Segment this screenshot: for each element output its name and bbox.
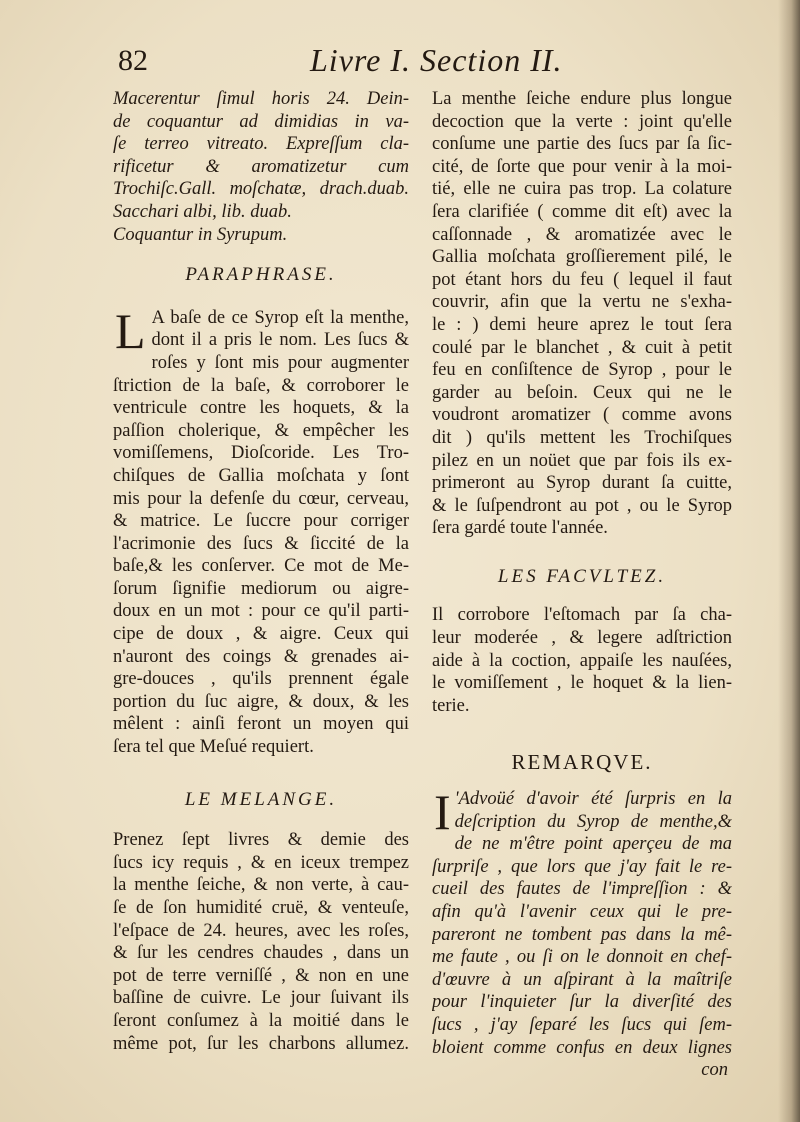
melange-paragraph [113, 829, 409, 1055]
recipe-line: rificetur & aromatizetur cum [113, 156, 409, 177]
text-line: portion du ſuc aigre, & doux, & les [113, 691, 409, 712]
facultez-paragraph [432, 604, 732, 717]
text-line: ſurpriſe , que lors que j'ay fait le re- [432, 856, 732, 877]
text-line: cité, de ſorte que pour venir à la moi- [432, 156, 732, 177]
text-line: pour l'inquieter ſur la diverſité des [432, 992, 732, 1013]
text-line: mêlent : ainſi feront un moyen qui [113, 714, 409, 735]
paraphrase-paragraph [113, 302, 409, 759]
text-line: Prenez ſept livres & demie des [113, 830, 409, 851]
text-line: paſſion cholerique, & empêcher les [113, 420, 409, 441]
page-gutter-shadow [778, 0, 800, 1122]
text-line: ſorum ſignifie mediorum ou aigre- [113, 578, 409, 599]
text-line: pot de terre verniſſé , & non en une [113, 965, 409, 986]
text-line: & le ſuſpendront au pot , ou le Syrop [432, 495, 732, 516]
heading-melange: LE MELANGE. [184, 788, 338, 810]
text-line: mis pour la defenſe du cœur, cerveau, [113, 488, 409, 509]
text-line: afin qu'à l'avenir ceux qui le pre- [432, 902, 732, 922]
page-header [112, 40, 762, 82]
text-line: roſes y ſont mis pour augmenter [151, 352, 409, 373]
heading-facultez: LES FACVLTEZ. [497, 565, 667, 587]
text-line: ſera tel que Meſué requiert. [113, 737, 314, 758]
text-line: ſtriction de la baſe, & corroborer le [113, 375, 409, 396]
text-line: le : ) demi heure aprez le tout ſera [432, 314, 732, 335]
text-line: doux en un mot : pour ce qu'il parti- [113, 601, 409, 622]
text-line: deſcription du Syrop de menthe,& [454, 811, 732, 832]
text-line: caſſonnade , & aromatizée avec le [432, 224, 732, 245]
text-line: leur moderée , & legere adſtriction [432, 628, 732, 649]
text-line: dit ) qu'ils mettent les Trochiſques [432, 427, 732, 448]
heading-paraphrase: PARAPHRASE. [185, 264, 337, 286]
text-line: A baſe de ce Syrop eſt la menthe, [151, 307, 409, 328]
text-line: aide à la coction, appaiſe les nauſées, [432, 650, 732, 671]
text-line: ſeront conſumez à la moitié dans le [113, 1010, 409, 1031]
text-line: la menthe ſeiche, & non verte, à cau- [113, 875, 409, 896]
text-line: cueil des fautes de l'impreſſion : & [432, 879, 732, 900]
recipe-line: Coquantur in Syrupum. [113, 224, 288, 245]
text-line: voudront aromatizer ( comme avons [432, 405, 732, 426]
text-line: me faute , ou ſi on le donnoit en chef- [432, 947, 732, 968]
text-line: ſera gardé toute l'année. [432, 518, 608, 539]
catchword: con [701, 1060, 728, 1081]
recipe-line: Trochiſc.Gall. moſchatæ, drach.duab. [113, 179, 409, 200]
heading-remarque: REMARQVE. [511, 750, 653, 775]
text-line: pilez en un noüet que par fois ils ex- [432, 450, 732, 471]
text-line: 'Advoüé d'avoir été ſurpris en la [454, 789, 732, 810]
drop-cap: I [434, 784, 451, 841]
text-line: le vomiſſement , le hoquet & la lien- [432, 673, 732, 694]
text-line: gre-douces , qu'ils prennent égale [113, 669, 409, 690]
remarque-paragraph [432, 784, 732, 1059]
text-line: l'eſpace de 24. heures, avec les roſes, [113, 920, 409, 941]
text-line: vomiſſemens, Dioſcoride. Les Tro- [113, 443, 409, 464]
recipe-line: ſe terreo vitreato. Expreſſum cla- [113, 134, 409, 155]
text-line: & matrice. Le ſuccre pour corriger [113, 511, 409, 532]
text-line: coulé par le blanchet , & cuit à petit [432, 337, 732, 358]
page-number: 82 [118, 44, 148, 77]
recipe-line: Sacchari albi, lib. duab. [113, 201, 292, 222]
text-line: feu en conſiſtence de Syrop , pour le [432, 360, 732, 381]
recipe-block [113, 88, 409, 246]
text-line: & ſur les cendres chaudes , dans un [113, 943, 409, 964]
continuation-paragraph [432, 88, 732, 540]
text-line: dont il a pris le nom. Les ſucs & [151, 330, 409, 351]
text-line: La menthe ſeiche endure plus longue [432, 89, 732, 109]
text-line: ſucs icy requis , & en iceux trempez [113, 852, 409, 873]
recipe-line: de coquantur ad dimidias in va- [113, 111, 409, 132]
text-line: cipe de doux , & aigre. Ceux qui [113, 624, 409, 645]
running-title: Livre I. Section II. [310, 42, 563, 78]
text-line: baſe,& les conſerver. Ce mot de Me- [113, 556, 409, 577]
text-line: même pot, ſur les charbons allumez. [113, 1033, 409, 1054]
drop-cap: L [115, 302, 146, 359]
text-line: couvrir, afin que la vertu ne s'exha- [432, 292, 732, 313]
text-line: baſſine de cuivre. Le jour ſuivant ils [113, 988, 409, 1009]
text-line: l'acrimonie des ſucs & ſiccité de la [113, 533, 409, 554]
text-line: ſe de ſon humidité cruë, & venteuſe, [113, 898, 409, 918]
text-line: de ne m'être point aperçeu de ma [454, 834, 732, 855]
text-line: conſume une partie des ſucs par ſa ſic- [432, 134, 732, 155]
text-line: Gallia moſchata groſſierement pilé, le [432, 247, 732, 268]
text-line: bloient comme confus en deux lignes [432, 1037, 732, 1058]
text-line: terie. [432, 695, 470, 716]
text-line: decoction que la verte : joint qu'elle [432, 111, 732, 132]
recipe-line: Macerentur ſimul horis 24. Dein- [113, 89, 409, 109]
text-line: tié, elle ne cuira pas trop. La colature [432, 179, 732, 200]
text-line: pot étant hors du feu ( lequel il faut [432, 269, 732, 290]
text-line: n'auront des coings & grenades ai- [113, 646, 409, 667]
text-line: ſucs , j'ay ſeparé les ſucs qui ſem- [432, 1014, 732, 1035]
text-line: ventricule contre les hoquets, & la [113, 398, 409, 419]
text-line: primeront au Syrop durant ſa cuitte, [432, 473, 732, 494]
left-column [113, 88, 409, 1055]
text-line: pareront ne tombent pas dans la mê- [432, 924, 732, 945]
text-line: d'œuvre à un aſpirant à la maîtriſe [432, 969, 732, 990]
right-column [432, 88, 732, 1082]
text-line: garder au beſoin. Ceux qui ne le [432, 382, 732, 403]
text-line: Il corrobore l'eſtomach par ſa cha- [432, 605, 732, 626]
text-line: chiſques de Gallia moſchata y ſont [113, 465, 409, 486]
text-line: ſera clarifiée ( comme dit eſt) avec la [432, 201, 732, 222]
